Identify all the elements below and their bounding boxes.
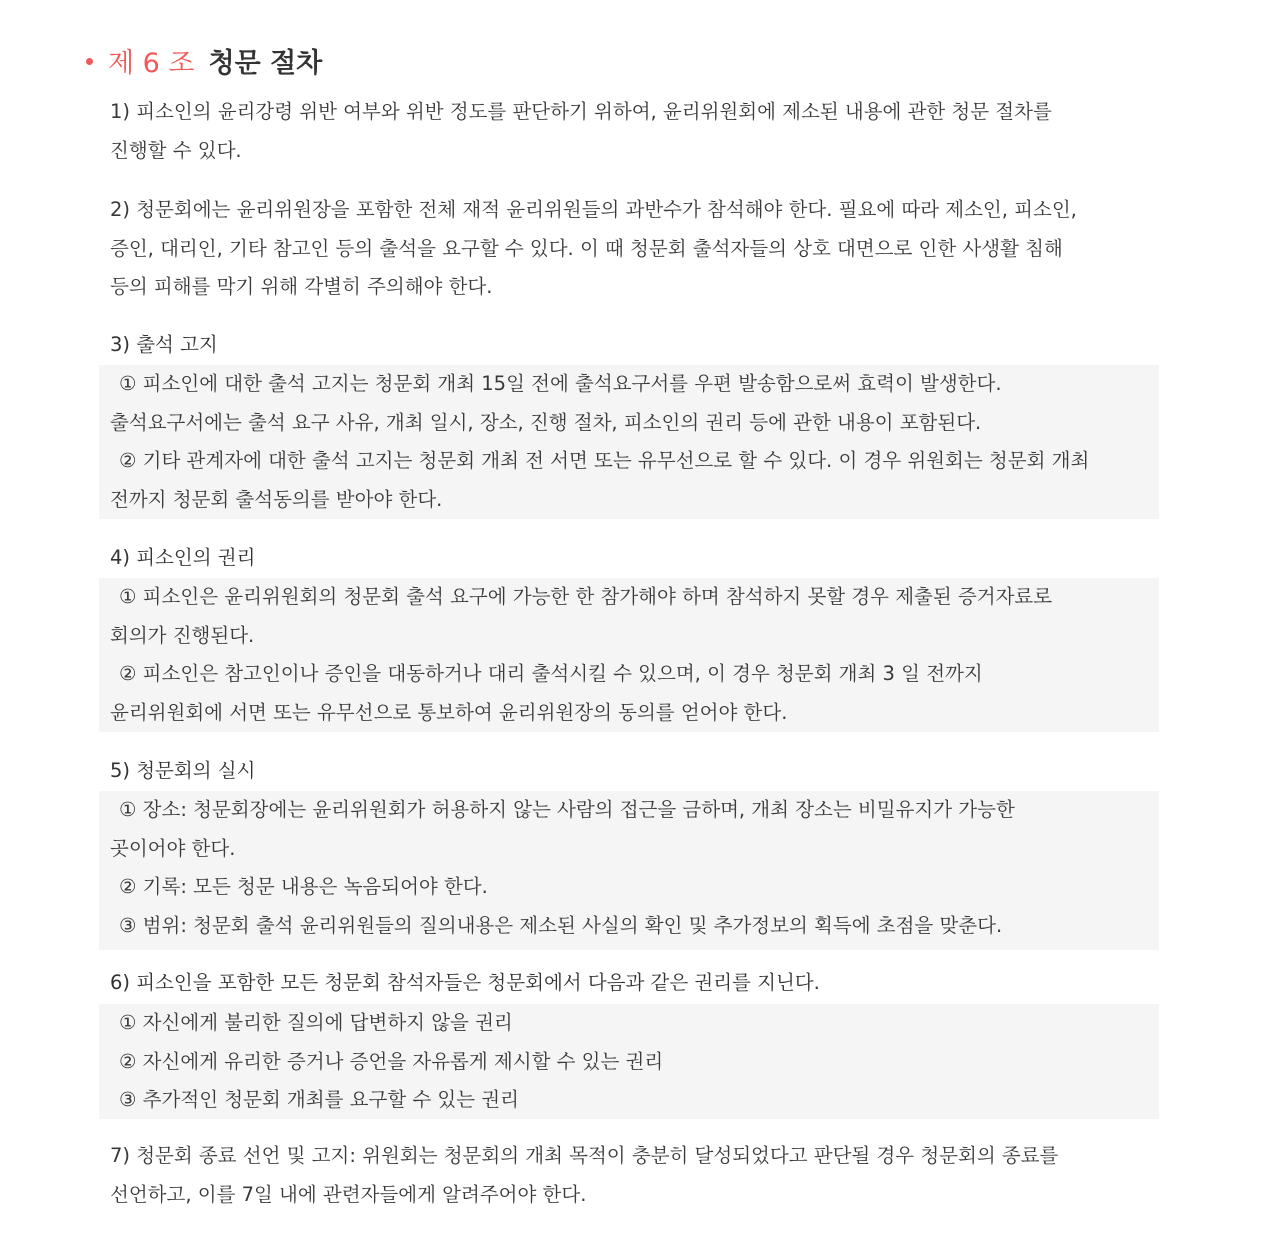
article-heading [86,38,322,82]
item-line: 곳이어야 한다. [110,836,236,860]
paragraph-line: 7) 청문회 종료 선언 및 고지: 위원회는 청문회의 개최 목적이 충분히 달성되었다고 판단될 경우 청문회의 종료를 [110,1144,1059,1167]
item-line: ① 피소인에 대한 출석 고지는 청문회 개최 15일 전에 출석요구서를 우편 발송함으로써 효력이 발생한다. [119,372,1002,395]
section-6-box [99,1004,1159,1119]
article-title: 청문 절차 [208,47,323,79]
section-3-box [99,365,1159,519]
paragraph-line: 1) 피소인의 윤리강령 위반 여부와 위반 정도를 판단하기 위하여, 윤리위원회에 제소된 내용에 관한 청문 절차를 [110,100,1052,123]
section-4-box [99,578,1159,732]
paragraph-2 [110,191,1170,307]
paragraph-line: 2) 청문회에는 윤리위원장을 포함한 전체 재적 윤리위원들의 과반수가 참석해야 한다. 필요에 따라 제소인, 피소인, [110,198,1077,221]
item-line: ② 자신에게 유리한 증거나 증언을 자유롭게 제시할 수 있는 권리 [119,1049,664,1073]
item-line: ③ 범위: 청문회 출석 윤리위원들의 질의내용은 제소된 사실의 확인 및 추가정보의 획득에 초점을 맞춘다. [119,913,1003,937]
section-5-box [99,791,1159,950]
item-line: ① 장소: 청문회장에는 윤리위원회가 허용하지 않는 사람의 접근을 금하며, 개최 장소는 비밀유지가 가능한 [119,798,1015,821]
item-line: 출석요구서에는 출석 요구 사유, 개최 일시, 장소, 진행 절차, 피소인의 권리 등에 관한 내용이 포함된다. [110,410,982,434]
paragraph-1 [110,93,1170,170]
paragraph-line: 등의 피해를 막기 위해 각별히 주의해야 한다. [110,275,493,298]
section-4-title: 4) 피소인의 권리 [110,546,256,569]
item-line: 회의가 진행된다. [110,623,255,647]
paragraph-line: 진행할 수 있다. [110,138,242,162]
paragraph-7 [110,1137,1170,1214]
item-line: ② 피소인은 참고인이나 증인을 대동하거나 대리 출석시킬 수 있으며, 이 경우 청문회 개최 3 일 전까지 [119,662,983,685]
section-5-title: 5) 청문회의 실시 [110,759,256,782]
bullet-dot-icon [86,58,93,65]
article-number: 제 6 조 [108,47,195,79]
paragraph-line: 선언하고, 이를 7일 내에 관련자들에게 알려주어야 한다. [110,1182,587,1206]
paragraph-line: 증인, 대리인, 기타 참고인 등의 출석을 요구할 수 있다. 이 때 청문회 출석자들의 상호 대면으로 인한 사생활 침해 [110,236,1063,260]
item-line: ① 자신에게 불리한 질의에 답변하지 않을 권리 [119,1011,513,1034]
section-6-title: 6) 피소인을 포함한 모든 청문회 참석자들은 청문회에서 다음과 같은 권리를 지닌다. [110,971,820,994]
item-line: ② 기타 관계자에 대한 출석 고지는 청문회 개최 전 서면 또는 유무선으로 할 수 있다. 이 경우 위원회는 청문회 개최 [119,449,1090,472]
item-line: 전까지 청문회 출석동의를 받아야 한다. [110,487,443,511]
item-line: ③ 추가적인 청문회 개최를 요구할 수 있는 권리 [119,1088,519,1111]
item-line: 윤리위원회에 서면 또는 유무선으로 통보하여 윤리위원장의 동의를 얻어야 한다. [110,700,788,724]
item-line: ① 피소인은 윤리위원회의 청문회 출석 요구에 가능한 한 참가해야 하며 참석하지 못할 경우 제출된 증거자료로 [119,585,1053,608]
section-3-title: 3) 출석 고지 [110,333,218,356]
item-line: ② 기록: 모든 청문 내용은 녹음되어야 한다. [119,875,488,898]
